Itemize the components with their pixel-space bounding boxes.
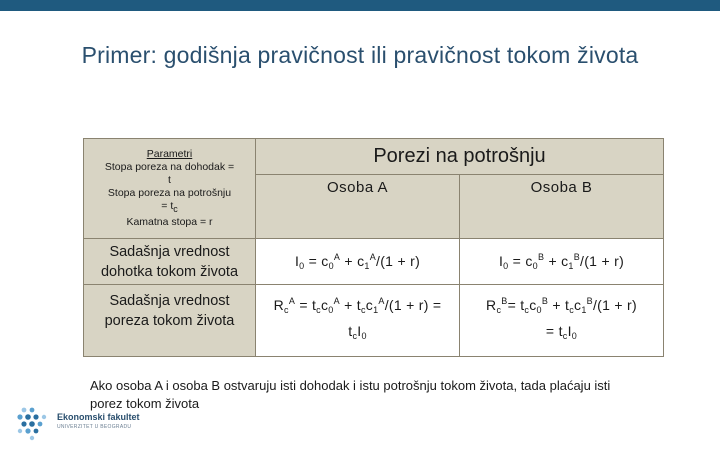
- logo-dots: [17, 408, 46, 441]
- top-accent-bar: [0, 0, 720, 11]
- parameter-income-tax-symbol: t: [168, 174, 171, 186]
- comparison-table: [83, 138, 664, 357]
- formula-taxes-b: $R_c^B= t_cc_0^B + t_cc_1^B/(1 + r)$ = $t_cI_0$: [460, 285, 664, 357]
- person-b-header: Osoba B: [460, 175, 664, 239]
- parameters-heading: Parametri: [146, 148, 193, 160]
- logo-name: Ekonomski fakultet: [57, 412, 140, 422]
- formula-income-b: $I_0 = c_0^B + c_1^B/(1 + r)$: [460, 239, 664, 285]
- slide-title: Primer: godišnja pravičnost ili pravičnost tokom života: [81, 42, 639, 68]
- consumption-tax-header: Porezi na potrošnju: [256, 139, 664, 175]
- parameters-cell: [84, 139, 256, 239]
- parameter-consumption-tax: Stopa poreza na potrošnju: [107, 187, 232, 199]
- formula-taxes-a: $R_c^A = t_cc_0^A + t_cc_1^A/(1 + r)$ = $t_cI_0$: [256, 285, 460, 357]
- parameter-income-tax: Stopa poreza na dohodak =: [104, 161, 235, 173]
- parameter-interest-rate: Kamatna stopa = r: [126, 216, 213, 228]
- row-label-taxes: Sadašnja vrednost poreza tokom života: [84, 285, 256, 357]
- logo-subtitle: UNIVERZITET U BEOGRADU: [57, 424, 132, 430]
- row-label-income: Sadašnja vrednost dohotka tokom života: [84, 239, 256, 285]
- conclusion-text: Ako osoba A i osoba B ostvaruju isti dohodak i istu potrošnju tokom života, tada plaćaju isti porez tokom života: [90, 378, 611, 411]
- formula-income-a: $I_0 = c_0^A + c_1^A/(1 + r)$: [256, 239, 460, 285]
- parameter-consumption-tax-symbol: = $t_c$: [161, 200, 178, 214]
- person-a-header: Osoba A: [256, 175, 460, 239]
